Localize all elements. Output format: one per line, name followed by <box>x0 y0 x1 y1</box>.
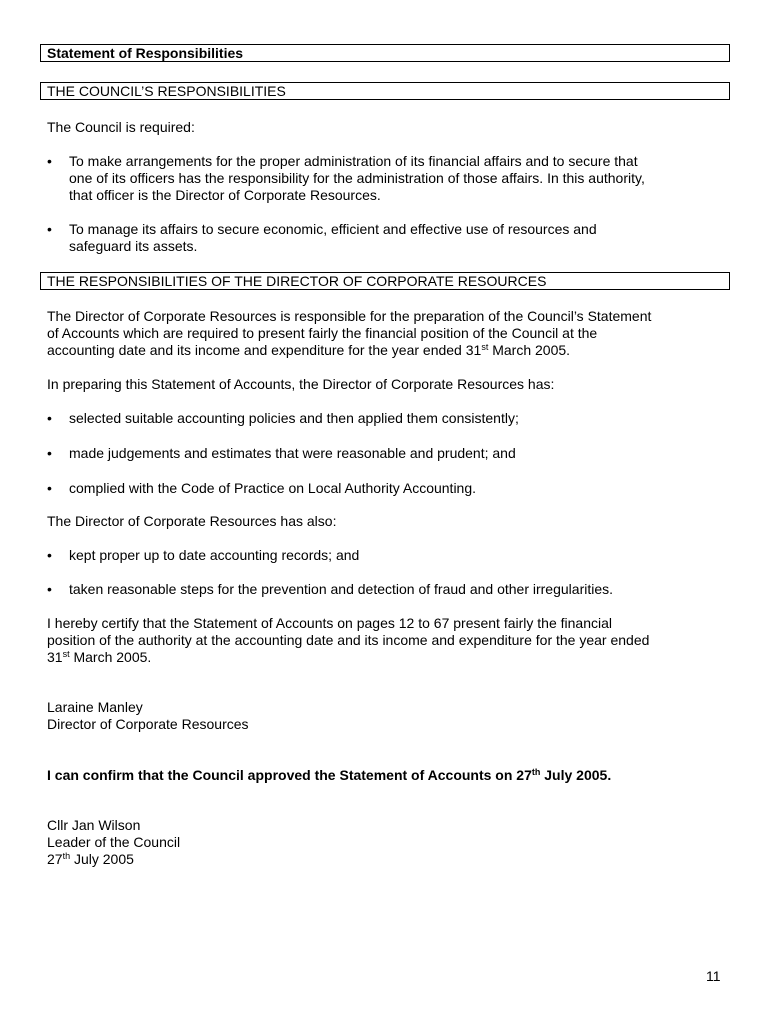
director-paragraph-2: In preparing this Statement of Accounts, the Director of Corporate Resources has: <box>47 376 555 392</box>
council-bullet-2-line: To manage its affairs to secure economic, efficient and effective use of resources and <box>69 221 597 237</box>
director-paragraph-3: The Director of Corporate Resources has also: <box>47 513 337 529</box>
bullet-icon: • <box>47 410 52 426</box>
document-title: Statement of Responsibilities <box>40 44 730 62</box>
director-paragraph-1-line: of Accounts which are required to present fairly the financial position of the Council at the <box>47 325 598 341</box>
council-intro: The Council is required: <box>47 119 195 135</box>
leader-role: Leader of the Council <box>47 834 181 850</box>
director-paragraph-1-line: accounting date and its income and expenditure for the year ended 31st March 2005. <box>47 342 571 358</box>
bullet-icon: • <box>47 547 52 563</box>
certification-line: I hereby certify that the Statement of Accounts on pages 12 to 67 present fairly the financial <box>47 615 613 631</box>
bullet-icon: • <box>47 480 52 496</box>
certification-paragraph <box>47 615 727 666</box>
leader-signature-block <box>47 817 727 868</box>
director-heading: THE RESPONSIBILITIES OF THE DIRECTOR OF CORPORATE RESOURCES <box>40 272 730 290</box>
director-paragraph-1-line: The Director of Corporate Resources is responsible for the preparation of the Council’s Statement <box>47 308 652 324</box>
director-role: Director of Corporate Resources <box>47 716 249 732</box>
leader-name: Cllr Jan Wilson <box>47 817 141 833</box>
bullet-icon: • <box>47 445 52 461</box>
director-paragraph-1 <box>47 308 727 359</box>
certification-line: position of the authority at the accounting date and its income and expenditure for the year ended <box>47 632 650 648</box>
director-signature-block <box>47 699 727 733</box>
approval-confirmation: I can confirm that the Council approved the Statement of Accounts on 27th July 2005. <box>47 767 612 783</box>
council-bullet-2-line: safeguard its assets. <box>69 238 198 254</box>
council-bullet-1-line: one of its officers has the responsibility for the administration of those affairs. In this authority, <box>69 170 645 186</box>
council-bullet-1-line: that officer is the Director of Corporate Resources. <box>69 187 381 203</box>
page-number: 11 <box>706 968 721 984</box>
bullet-icon: • <box>47 153 52 169</box>
council-bullet-1-line: To make arrangements for the proper administration of its financial affairs and to secure that <box>69 153 638 169</box>
director-name: Laraine Manley <box>47 699 143 715</box>
document-page: Statement of Responsibilities THE COUNCIL’S RESPONSIBILITIES The Council is required: • To make arrangements for the proper administration of its financial affairs and to secure that one of its officers has the responsibility for the administration of those affairs. In this authority, that officer is the Director of Corporate Resources. • To manage its affairs to secure economic, efficient and effective use of resources and safeguard its assets. THE RESPONSIBILITIES OF THE DIRECTOR OF CORPORATE RESOURCES The Director of Corporate Resources is responsible for the preparation of the Council’s Statement of Accounts which are required to present fairly the financial position of the Council at the accounting date and its income and expenditure for the year ended 31st March 2005. In preparing this Statement of Accounts, the Director of Corporate Resources has: • selected suitable accounting policies and then applied them consistently; • made judgements and estimates that were reasonable and prudent; and • complied with the Code of Practice on Local Authority Accounting. The Director of Corporate Resources has also: • kept proper up to date accounting records; and • taken reasonable steps for the prevention and detection of fraud and other irregularities. I hereby certify that the Statement of Accounts on pages 12 to 67 present fairly the financial position of the authority at the accounting date and its income and expenditure for the year ended 31st March 2005. Laraine Manley Director of Corporate Resources I can confirm that the Council approved the Statement of Accounts on 27th July 2005. Cllr Jan Wilson Leader of the Council 27th July 2005 11 <box>0 0 770 1024</box>
certification-line: 31st March 2005. <box>47 649 152 665</box>
bullet-icon: • <box>47 581 52 597</box>
bullet-icon: • <box>47 221 52 237</box>
council-heading: THE COUNCIL’S RESPONSIBILITIES <box>40 82 730 100</box>
signature-date: 27th July 2005 <box>47 851 134 867</box>
